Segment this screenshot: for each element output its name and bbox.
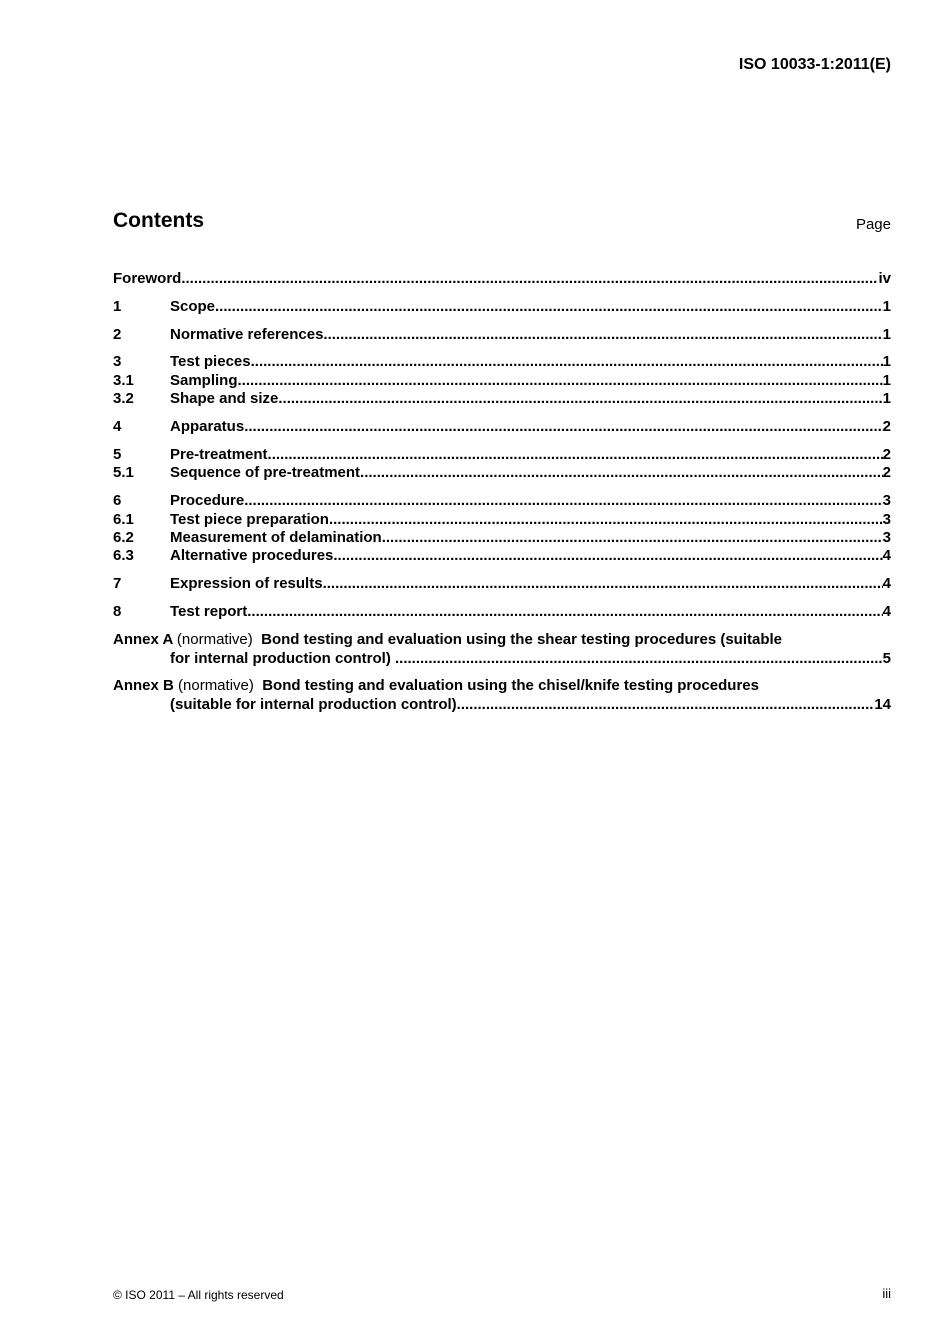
toc-number: 3.2 <box>113 390 134 407</box>
leader-dots <box>382 528 883 547</box>
toc-title: Pre-treatment <box>170 446 268 463</box>
leader-dots <box>268 445 883 464</box>
toc-title: Test report <box>170 603 248 620</box>
toc-entry[interactable] <box>113 389 891 408</box>
toc-number: 5.1 <box>113 464 134 481</box>
toc-entry-foreword[interactable] <box>113 269 891 288</box>
toc-page: 1 <box>882 390 891 407</box>
toc-entry[interactable] <box>113 417 891 436</box>
toc-page: 1 <box>882 372 891 389</box>
toc-page: 3 <box>882 492 891 509</box>
page-number: iii <box>882 1286 891 1301</box>
toc-title: Procedure <box>170 492 245 509</box>
toc-title: Alternative procedures <box>170 547 334 564</box>
toc-number: 6.1 <box>113 511 134 528</box>
leader-dots <box>251 352 883 371</box>
toc-title: Sampling <box>170 372 238 389</box>
leader-dots <box>323 325 882 344</box>
annex-b-continuation[interactable] <box>170 695 891 714</box>
toc-title: Expression of results <box>170 575 323 592</box>
leader-dots <box>244 417 882 436</box>
toc-page: 2 <box>882 418 891 435</box>
toc-entry[interactable] <box>113 602 891 621</box>
leader-dots <box>238 371 883 390</box>
toc-page: 14 <box>874 696 891 713</box>
annex-title-line2: for internal production control) <box>170 650 391 667</box>
annex-label: Annex A <box>113 631 173 648</box>
toc-entry[interactable] <box>113 297 891 316</box>
leader-dots <box>333 546 882 565</box>
leader-dots <box>395 649 883 668</box>
toc-number: 2 <box>113 326 122 343</box>
toc-page: 4 <box>882 547 891 564</box>
toc-entry[interactable] <box>113 352 891 371</box>
toc-number: 5 <box>113 446 122 463</box>
annex-type: (normative) <box>178 677 254 694</box>
annex-type: (normative) <box>176 631 253 648</box>
toc-page: 1 <box>882 326 891 343</box>
toc-page: 4 <box>882 575 891 592</box>
toc-page: 3 <box>882 529 891 546</box>
toc-entry[interactable] <box>113 445 891 464</box>
toc-page: 4 <box>882 603 891 620</box>
toc-number: 6 <box>113 492 122 509</box>
toc-page: 1 <box>882 298 891 315</box>
leader-dots <box>323 574 883 593</box>
toc-title: Measurement of delamination <box>170 529 382 546</box>
annex-label: Annex B <box>113 677 174 694</box>
toc-page: 2 <box>882 464 891 481</box>
toc-title: Foreword <box>113 270 182 287</box>
toc-number: 6.2 <box>113 529 134 546</box>
toc-page: 5 <box>882 650 891 667</box>
copyright-notice: © ISO 2011 – All rights reserved <box>113 1288 284 1302</box>
toc-number: 6.3 <box>113 547 134 564</box>
annex-title-line2: (suitable for internal production control) <box>170 696 457 713</box>
toc-number: 7 <box>113 575 122 592</box>
leader-dots <box>215 297 883 316</box>
toc-title: Sequence of pre-treatment <box>170 464 361 481</box>
toc-number: 4 <box>113 418 122 435</box>
toc-page: iv <box>878 270 891 287</box>
leader-dots <box>247 602 882 621</box>
toc-entry[interactable] <box>113 546 891 565</box>
toc-page: 3 <box>882 511 891 528</box>
toc-number: 3 <box>113 353 122 370</box>
toc-number: 3.1 <box>113 372 134 389</box>
leader-dots <box>329 510 883 529</box>
toc-title: Normative references <box>170 326 324 343</box>
toc-entry[interactable] <box>113 510 891 529</box>
leader-dots <box>244 491 882 510</box>
page-column-label: Page <box>855 216 891 233</box>
leader-dots <box>457 695 875 714</box>
toc-number: 8 <box>113 603 122 620</box>
leader-dots <box>278 389 882 408</box>
toc-title: Apparatus <box>170 418 245 435</box>
toc-entry[interactable] <box>113 491 891 510</box>
toc-title: Scope <box>170 298 216 315</box>
annex-title-line1: Bond testing and evaluation using the shear testing procedures (suitable <box>261 631 783 648</box>
toc-entry[interactable] <box>113 371 891 390</box>
contents-heading: Contents <box>113 209 204 232</box>
leader-dots <box>360 463 883 482</box>
toc-entry[interactable] <box>113 528 891 547</box>
annex-title-line1: Bond testing and evaluation using the chisel/knife testing procedures <box>262 677 759 694</box>
toc-number: 1 <box>113 298 122 315</box>
toc-page: 1 <box>882 353 891 370</box>
toc-title: Test pieces <box>170 353 251 370</box>
annex-a-heading[interactable] <box>113 630 891 649</box>
toc-entry[interactable] <box>113 574 891 593</box>
toc-entry[interactable] <box>113 463 891 482</box>
toc-title: Test piece preparation <box>170 511 329 528</box>
toc-entry[interactable] <box>113 325 891 344</box>
leader-dots <box>181 269 878 288</box>
toc-page: 2 <box>882 446 891 463</box>
annex-a-continuation[interactable] <box>170 649 891 668</box>
annex-b-heading[interactable] <box>113 676 891 695</box>
document-id: ISO 10033-1:2011(E) <box>738 56 891 73</box>
toc-title: Shape and size <box>170 390 279 407</box>
